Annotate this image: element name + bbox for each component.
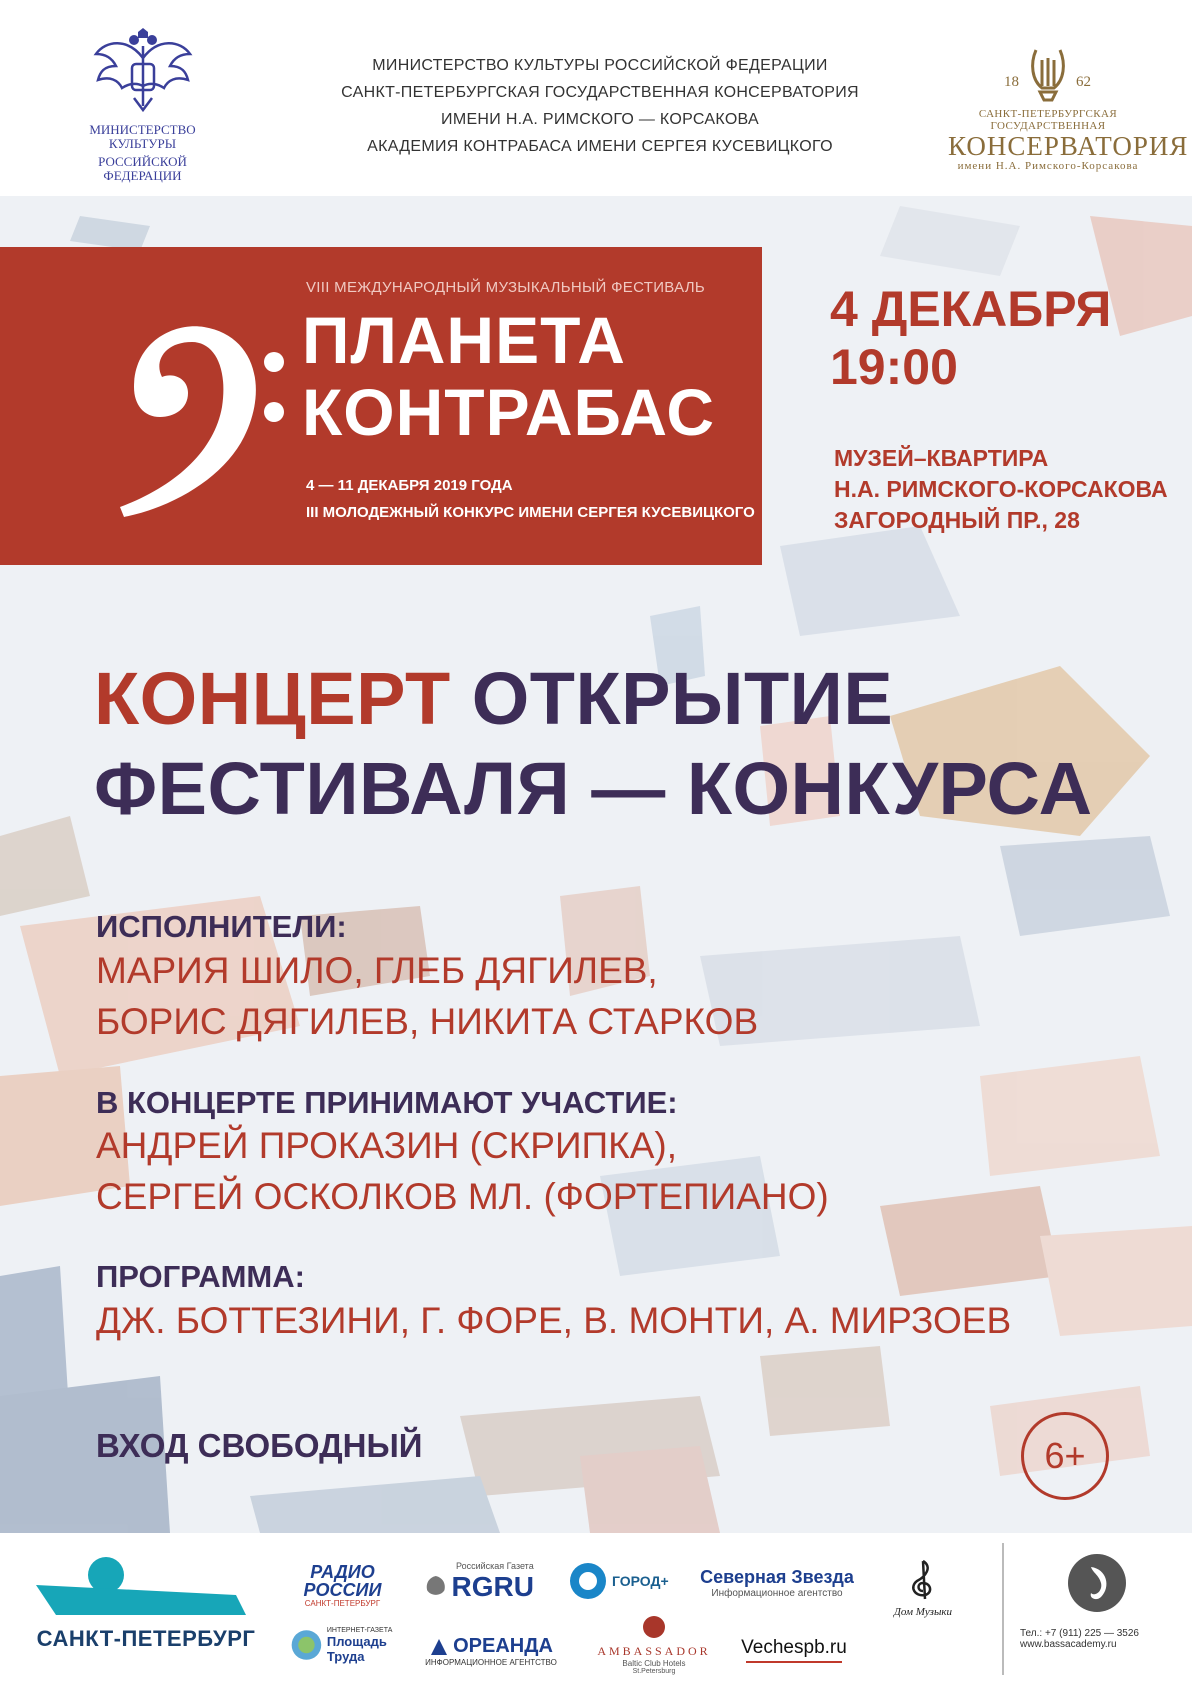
performers-list — [96, 945, 758, 1047]
treble-clef-icon — [903, 1557, 943, 1601]
organizer-line: АКАДЕМИЯ КОНТРАБАСА ИМЕНИ СЕРГЕЯ КУСЕВИЦКОГО — [367, 138, 833, 155]
eagle-emblem-icon — [88, 28, 198, 114]
vechespb-underline — [746, 1661, 842, 1663]
vechespb-name: Vechespb.ru — [741, 1637, 847, 1658]
ploshchad-small: ИНТЕРНЕТ-ГАЗЕТА — [326, 1626, 393, 1634]
ministry-logo — [70, 28, 215, 183]
organizers-block — [340, 52, 860, 160]
venue-line: Н.А. РИМСКОГО-КОРСАКОВА — [834, 476, 1168, 502]
gorod-logo — [568, 1561, 678, 1601]
dom-muzyki-logo — [878, 1557, 968, 1618]
title-line1 — [94, 654, 1093, 744]
participants-list — [96, 1120, 829, 1222]
radio-name1: РАДИО — [310, 1562, 375, 1582]
radio-sub: САНКТ-ПЕТЕРБУРГ — [304, 1599, 381, 1608]
ploshchad-logo — [290, 1625, 410, 1665]
year-left: 18 — [1004, 74, 1019, 90]
conservatory-logo — [948, 44, 1189, 172]
lyre-icon — [1028, 44, 1068, 102]
spb-name: САНКТ-ПЕТЕРБУРГ — [36, 1626, 256, 1651]
title-word-concert: КОНЦЕРТ — [94, 657, 451, 740]
zvezda-sub: Информационное агентство — [711, 1588, 843, 1599]
ministry-caption-1: МИНИСТЕРСТВО КУЛЬТУРЫ — [89, 122, 196, 151]
ploshchad-main: Площадь Труда — [326, 1633, 387, 1664]
entry-info: ВХОД СВОБОДНЫЙ — [96, 1427, 423, 1464]
ambassador-logo — [584, 1615, 724, 1675]
age-rating-badge: 6+ — [1021, 1412, 1109, 1500]
conservatory-line1: САНКТ-ПЕТЕРБУРГСКАЯ ГОСУДАРСТВЕННАЯ — [978, 108, 1118, 132]
participants-heading: В КОНЦЕРТЕ ПРИНИМАЮТ УЧАСТИЕ: — [96, 1085, 678, 1120]
participants-line: СЕРГЕЙ ОСКОЛКОВ МЛ. (ФОРТЕПИАНО) — [96, 1176, 829, 1217]
event-time: 19:00 — [830, 339, 958, 395]
spb-logo — [36, 1555, 256, 1652]
contact-phone: Тел.: +7 (911) 225 — 3526 — [1020, 1628, 1139, 1639]
oreanda-sail-icon — [429, 1637, 449, 1657]
header — [0, 0, 1192, 196]
program-list — [96, 1295, 1011, 1346]
zvezda-logo — [692, 1567, 862, 1599]
ambassador-city: St.Petersburg — [632, 1668, 676, 1675]
program-heading: ПРОГРАММА: — [96, 1259, 305, 1294]
bass-clef-icon — [104, 317, 284, 517]
oreanda-sub: ИНФОРМАЦИОННОЕ АГЕНТСТВО — [425, 1658, 557, 1667]
rg-logo — [424, 1561, 534, 1603]
ambassador-sub: Baltic Club Hotels — [622, 1659, 686, 1668]
event-date: 4 ДЕКАБРЯ — [830, 281, 1112, 337]
concert-title — [94, 654, 1093, 834]
venue-line: ЗАГОРОДНЫЙ ПР., 28 — [834, 507, 1080, 533]
rg-main: RGRU — [451, 1571, 534, 1602]
competition-name: III МОЛОДЕЖНЫЙ КОНКУРС ИМЕНИ СЕРГЕЯ КУСЕВИЦКОГО — [306, 504, 755, 521]
event-datetime — [830, 280, 1111, 396]
gorod-name: ГОРОД+ — [612, 1573, 669, 1589]
festival-subtitle: VIII МЕЖДУНАРОДНЫЙ МУЗЫКАЛЬНЫЙ ФЕСТИВАЛЬ — [306, 279, 706, 296]
title-word-opening: ОТКРЫТИЕ — [471, 657, 894, 740]
bass-academy-logo — [1020, 1553, 1170, 1650]
organizer-line: МИНИСТЕРСТВО КУЛЬТУРЫ РОССИЙСКОЙ ФЕДЕРАЦИИ — [372, 57, 828, 74]
participants-line: АНДРЕЙ ПРОКАЗИН (СКРИПКА), — [96, 1125, 677, 1166]
organizer-line: ИМЕНИ Н.А. РИМСКОГО — КОРСАКОВА — [441, 111, 759, 128]
conservatory-line2: КОНСЕРВАТОРИЯ — [948, 131, 1189, 161]
rg-emblem-icon — [424, 1571, 448, 1603]
ambassador-main: AMBASSADOR — [597, 1644, 711, 1658]
footer-divider — [1002, 1543, 1004, 1675]
ploshchad-globe-icon — [290, 1625, 323, 1665]
zvezda-main: Северная Звезда — [700, 1567, 854, 1587]
festival-title-line2: КОНТРАБАС — [302, 375, 716, 449]
festival-dates: 4 — 11 ДЕКАБРЯ 2019 ГОДА — [306, 477, 513, 494]
oreanda-main: ОРЕАНДА — [453, 1635, 553, 1657]
conservatory-line3: имени Н.А. Римского-Корсакова — [957, 160, 1139, 172]
performers-line: БОРИС ДЯГИЛЕВ, НИКИТА СТАРКОВ — [96, 1001, 759, 1042]
oreanda-logo — [416, 1635, 566, 1667]
ministry-caption-2: РОССИЙСКОЙ ФЕДЕРАЦИИ — [98, 154, 187, 183]
gorod-circle-icon — [568, 1561, 608, 1601]
festival-banner — [0, 247, 762, 565]
venue-line: МУЗЕЙ–КВАРТИРА — [834, 445, 1049, 471]
ambassador-crest-icon — [642, 1615, 666, 1639]
festival-title-line1: ПЛАНЕТА — [302, 303, 626, 377]
program-line: ДЖ. БОТТЕЗИНИ, Г. ФОРЕ, В. МОНТИ, А. МИРЗОЕВ — [96, 1300, 1012, 1341]
title-line2: ФЕСТИВАЛЯ — КОНКУРСА — [94, 747, 1093, 830]
vechespb-logo — [734, 1637, 854, 1663]
sponsors-footer — [0, 1533, 1192, 1685]
dom-muzyki-name: Дом Музыки — [893, 1606, 953, 1618]
spb-wave-icon — [36, 1555, 256, 1621]
radio-name2: РОССИИ — [303, 1580, 382, 1600]
performers-heading: ИСПОЛНИТЕЛИ: — [96, 909, 347, 944]
bass-academy-icon — [1067, 1553, 1127, 1613]
organizer-line: САНКТ-ПЕТЕРБУРГСКАЯ ГОСУДАРСТВЕННАЯ КОНСЕРВАТОРИЯ — [341, 84, 859, 101]
radio-rossii-logo — [290, 1563, 395, 1608]
year-right: 62 — [1076, 74, 1091, 90]
event-venue — [834, 443, 1168, 536]
rg-small: Российская Газета — [456, 1561, 534, 1571]
contact-site: www.bassacademy.ru — [1020, 1639, 1117, 1650]
performers-line: МАРИЯ ШИЛО, ГЛЕБ ДЯГИЛЕВ, — [96, 950, 658, 991]
